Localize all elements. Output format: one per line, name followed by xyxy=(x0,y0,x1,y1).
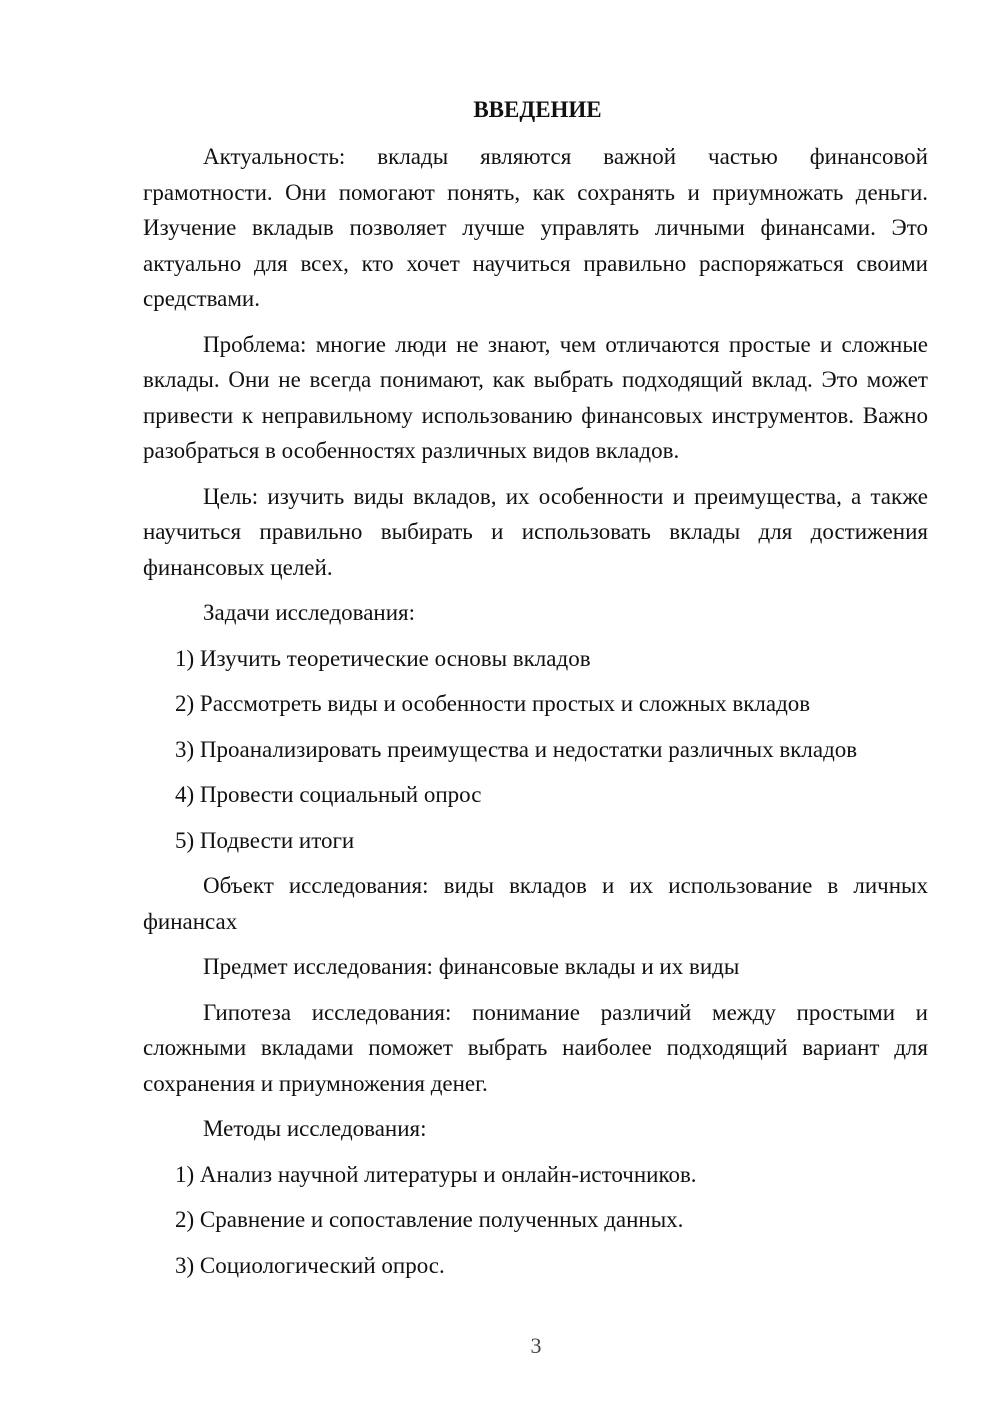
subject-paragraph: Предмет исследования: финансовые вклады и их виды xyxy=(203,954,740,979)
list-item: 2) Сравнение и сопоставление полученных данных. xyxy=(175,1207,684,1232)
relevance-paragraph: Актуальность: вклады являются важной частью финансовой грамотности. Они помогают понять, как сохранять и приумножать деньги. Изучение вкладыв позволяет лучше управлять личными финансами. Это актуально для всех, кто хочет научиться правильно распоряжаться своими средствами. xyxy=(143,144,928,311)
list-item: 3) Социологический опрос. xyxy=(175,1252,445,1278)
problem-paragraph: Проблема: многие люди не знают, чем отличаются простые и сложные вклады. Они не всегда понимают, как выбрать подходящий вклад. Это может привести к неправильному использованию финансовых инструментов. Важно разобраться в особенностях различных видов вкладов. xyxy=(143,331,928,463)
document-page xyxy=(143,92,928,1293)
tasks-title: Задачи исследования: xyxy=(203,600,416,625)
goal-paragraph: Цель: изучить виды вкладов, их особенности и преимущества, а также научиться правильно выбирать и использовать вклады для достижения финансовых целей. xyxy=(143,483,928,580)
object-paragraph: Объект исследования: виды вкладов и их использование в личных финансах xyxy=(143,873,928,934)
page-title: ВВЕДЕНИЕ xyxy=(473,97,602,122)
list-item: 1) Изучить теоретические основы вкладов xyxy=(175,645,591,671)
methods-title: Методы исследования: xyxy=(203,1116,427,1141)
list-item: 4) Провести социальный опрос xyxy=(175,782,482,807)
page-number: 3 xyxy=(530,1333,542,1358)
list-item: 3) Проанализировать преимущества и недостатки различных вкладов xyxy=(175,736,858,762)
tasks-list xyxy=(143,641,928,859)
list-item: 2) Рассмотреть виды и особенности простых и сложных вкладов xyxy=(175,691,811,716)
list-item: 5) Подвести итоги xyxy=(175,827,355,853)
methods-list xyxy=(143,1157,928,1284)
hypothesis-paragraph: Гипотеза исследования: понимание различий между простыми и сложными вкладами поможет выбрать наиболее подходящий вариант для сохранения и приумножения денег. xyxy=(143,999,928,1096)
list-item: 1) Анализ научной литературы и онлайн-источников. xyxy=(175,1161,697,1187)
